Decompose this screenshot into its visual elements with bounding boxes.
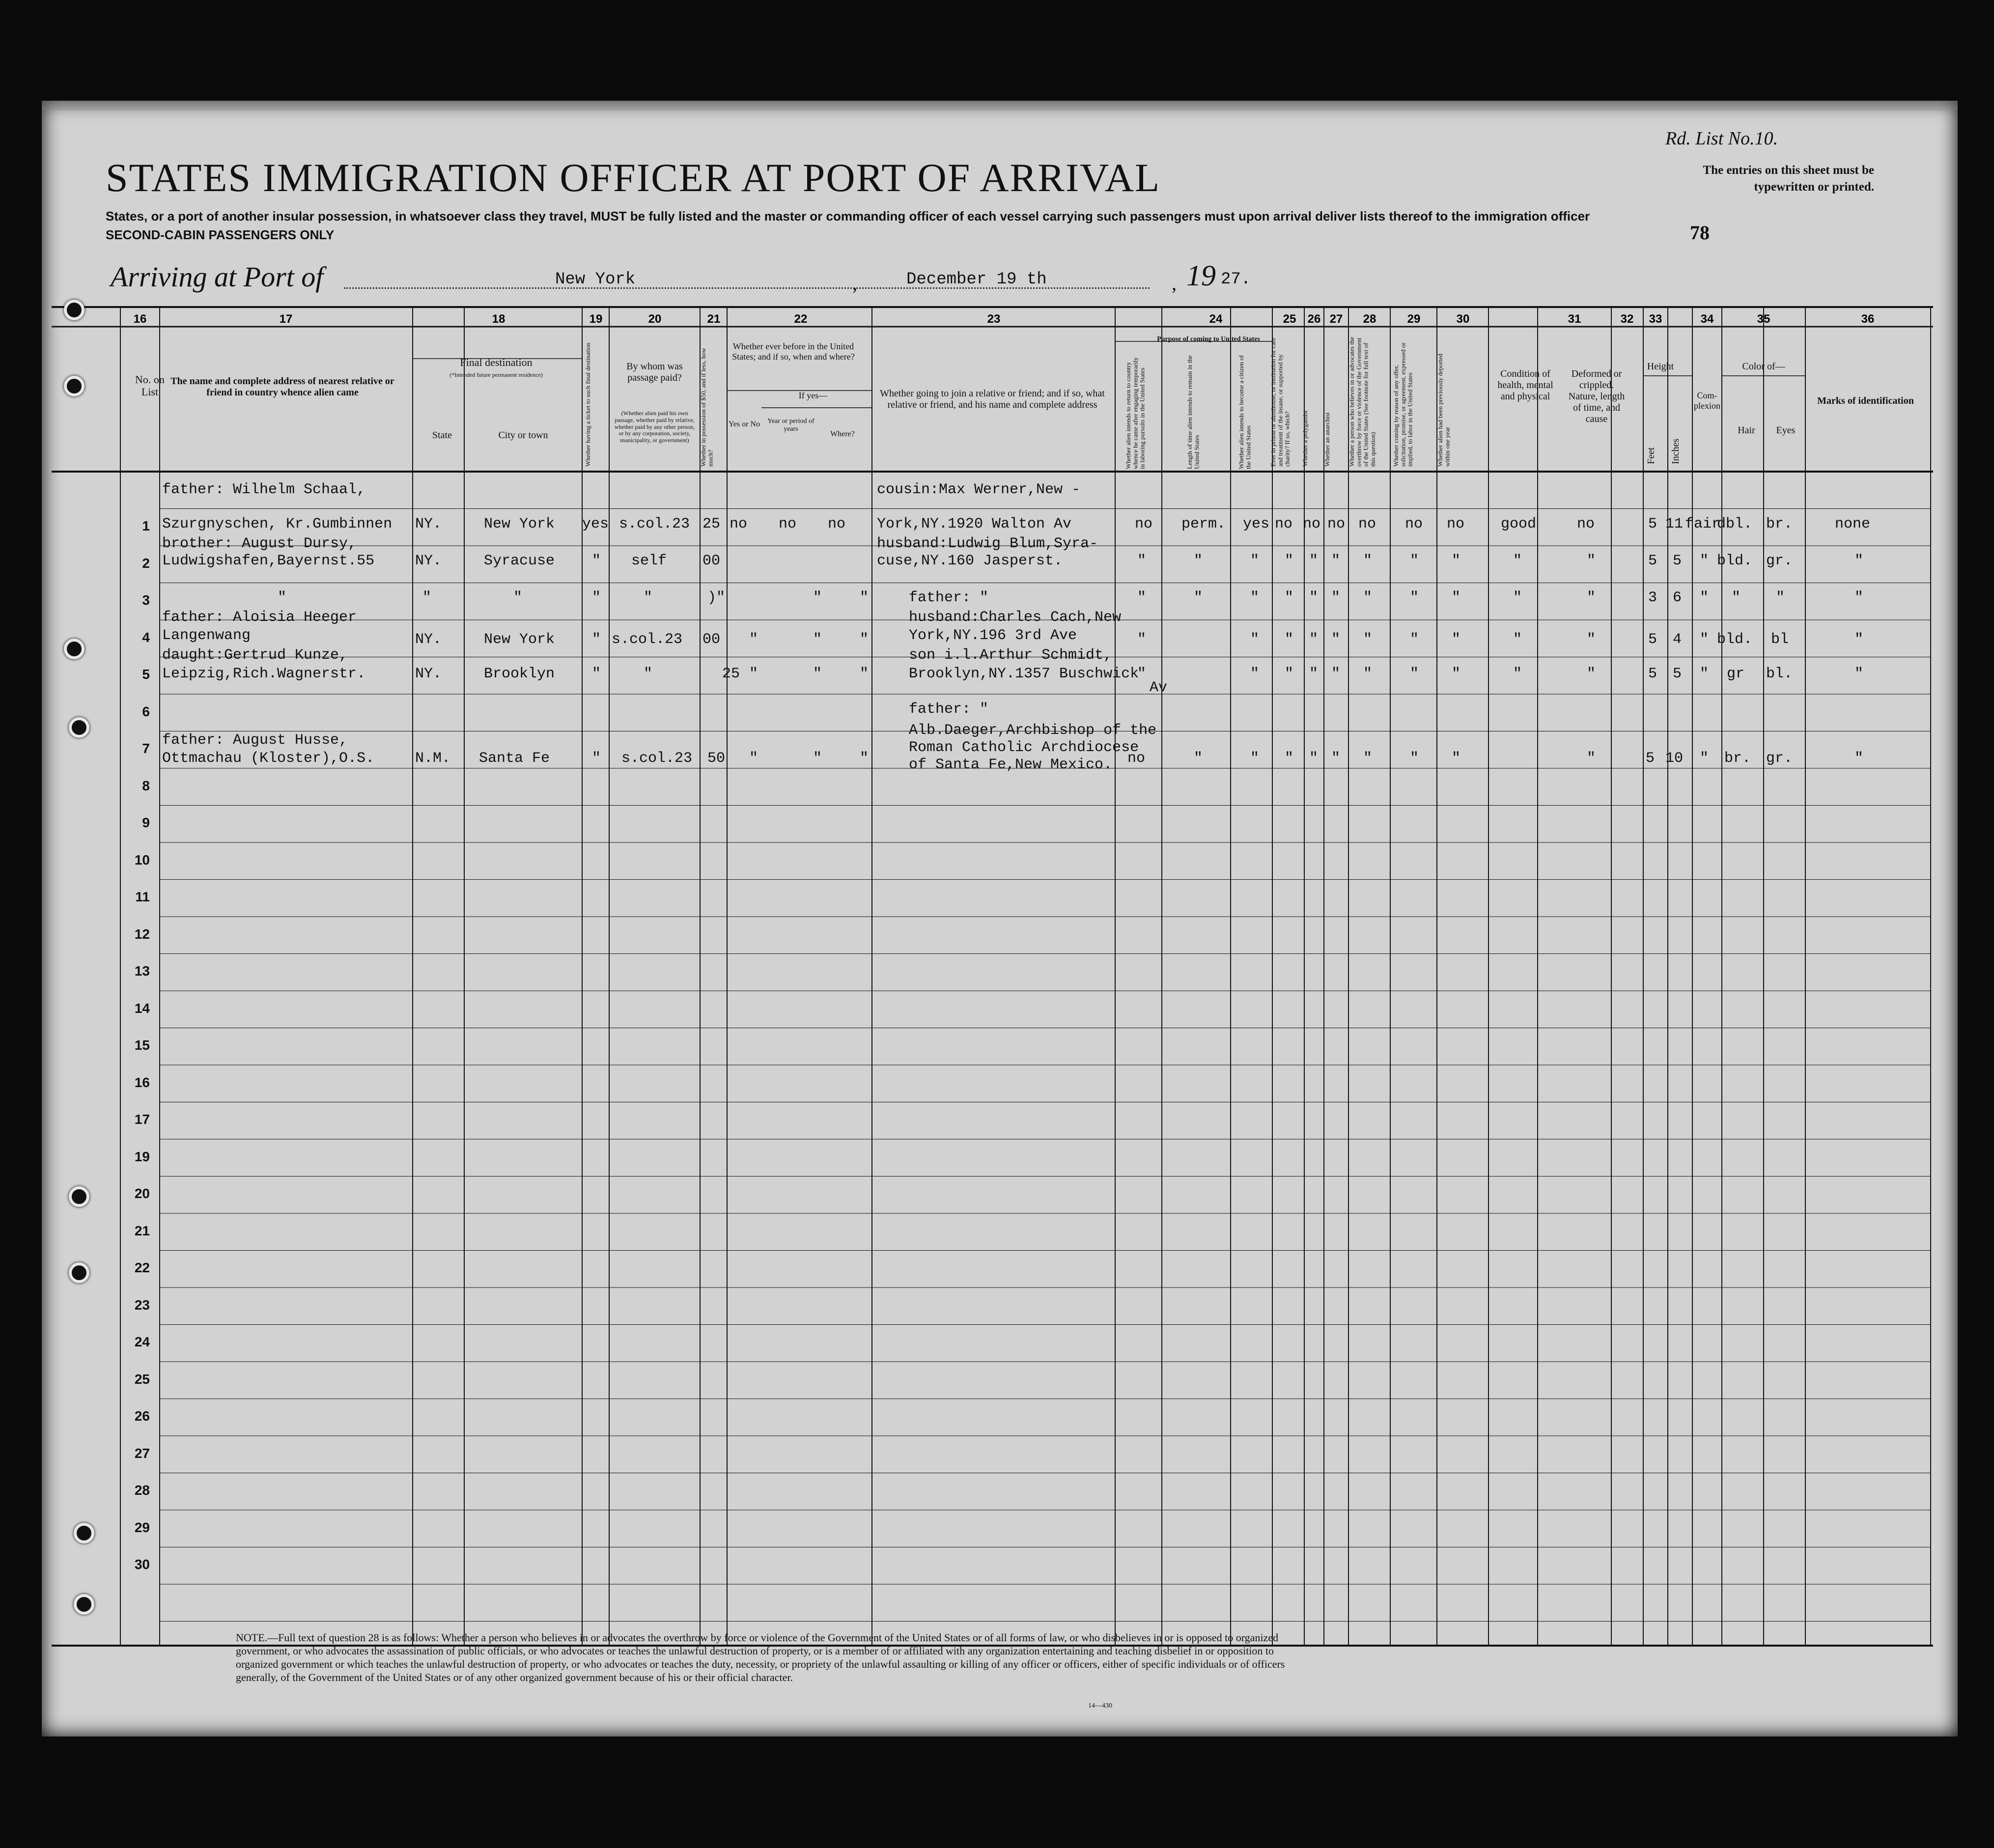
column-number: 27 bbox=[1329, 312, 1343, 326]
entry-relative: Szurgnyschen, Kr.Gumbinnen bbox=[162, 516, 393, 532]
header-color-of: Color of— bbox=[1742, 361, 1785, 372]
entry-ditto: " bbox=[1452, 631, 1461, 648]
header-health: Condition of health, mental and physical bbox=[1497, 368, 1553, 402]
column-number: 31 bbox=[1568, 312, 1581, 326]
entry-state: NY. bbox=[415, 631, 442, 648]
entry-return: no bbox=[1135, 516, 1153, 532]
entry-ditto: " bbox=[1587, 589, 1596, 606]
entry-paid: " bbox=[644, 666, 653, 682]
entry-city: Brooklyn bbox=[484, 666, 555, 682]
row-number: 15 bbox=[134, 1037, 150, 1053]
column-number: 26 bbox=[1307, 312, 1321, 326]
entry-ditto: " bbox=[1309, 666, 1319, 682]
column-number: 22 bbox=[794, 312, 808, 326]
manifest-sheet bbox=[42, 101, 1958, 1736]
entry-complexion: " bbox=[1700, 750, 1709, 767]
entry-state: NY. bbox=[415, 516, 442, 532]
entry-complexion: " bbox=[1700, 631, 1709, 648]
entry-ditto: " bbox=[860, 750, 869, 767]
entry-before: no bbox=[730, 516, 748, 532]
row-number: 6 bbox=[142, 703, 150, 719]
entry-joining: cuse,NY.160 Jasperst. bbox=[877, 553, 1063, 569]
table-grid bbox=[42, 101, 1958, 1736]
column-number: 29 bbox=[1407, 312, 1421, 326]
entry-ditto: " bbox=[1587, 666, 1596, 682]
header-before-us: Whether ever before in the United States; and if so, when and where? bbox=[732, 341, 855, 362]
entry-relative: father: August Husse, bbox=[162, 732, 348, 749]
row-number: 8 bbox=[142, 778, 150, 793]
entry-state: NY. bbox=[415, 666, 442, 682]
entry-ditto: " bbox=[1309, 589, 1319, 606]
entry-relative: Ludwigshafen,Bayernst.55 bbox=[162, 553, 375, 569]
entry-feet: 3 bbox=[1648, 589, 1657, 606]
entry-hair: bld. bbox=[1717, 553, 1753, 569]
entry-q29: no bbox=[1405, 516, 1423, 532]
header-final-destination: Final destination bbox=[460, 356, 533, 368]
entry-ditto: " bbox=[1331, 553, 1341, 569]
column-number: 36 bbox=[1861, 312, 1875, 326]
entry-eyes: gr. bbox=[1766, 553, 1793, 569]
entry-ditto: " bbox=[1250, 589, 1260, 606]
column-number: 35 bbox=[1757, 312, 1770, 326]
entry-joining: father: " bbox=[909, 589, 989, 606]
header-yes-no: Yes or No bbox=[728, 420, 760, 428]
entry-ditto: " bbox=[1194, 589, 1203, 606]
entry-feet: 5 bbox=[1648, 553, 1657, 569]
entry-ditto: " bbox=[1410, 589, 1419, 606]
entry-ditto: " bbox=[1250, 553, 1260, 569]
column-number: 28 bbox=[1363, 312, 1376, 326]
entry-ditto: " bbox=[1587, 750, 1596, 767]
header-if-yes: If yes— bbox=[798, 391, 828, 400]
entry-ditto: " bbox=[1363, 553, 1373, 569]
entry-ditto: " bbox=[1410, 553, 1419, 569]
column-number: 33 bbox=[1649, 312, 1662, 326]
header-prison: Ever in prison or almshouse, or institution for care and treatment of the insane, or supported by charity? If so, which? bbox=[1269, 337, 1291, 467]
entry-prison: no bbox=[1275, 516, 1293, 532]
header-q30: Whether alien had been previously deported within one year bbox=[1436, 354, 1451, 467]
binder-hole bbox=[74, 1594, 94, 1615]
entry-joining-extra: Av bbox=[1150, 679, 1168, 696]
entry-ditto: " bbox=[749, 666, 758, 682]
entry-paid: s.col.23 bbox=[621, 750, 693, 767]
entry-joining: Roman Catholic Archdiocese bbox=[909, 739, 1139, 756]
entry-ditto: " bbox=[1285, 553, 1294, 569]
column-number: 30 bbox=[1456, 312, 1470, 326]
row-number: 9 bbox=[142, 815, 150, 830]
entry-money: )" bbox=[707, 589, 726, 606]
entry-ditto: " bbox=[749, 750, 758, 767]
entry-feet: 5 bbox=[1646, 750, 1655, 767]
header-state: State bbox=[432, 430, 452, 441]
entry-return: no bbox=[1127, 750, 1146, 767]
entry-ticket: yes bbox=[582, 516, 609, 532]
entry-city: New York bbox=[484, 516, 555, 532]
row-number: 28 bbox=[134, 1483, 150, 1498]
entry-joining: York,NY.1920 Walton Av bbox=[877, 516, 1072, 532]
entry-health: good bbox=[1501, 516, 1537, 532]
header-final-destination-note: (*Intended future permanent residence) bbox=[449, 371, 543, 378]
column-number: 34 bbox=[1700, 312, 1714, 326]
header-inches: Inches bbox=[1670, 438, 1681, 464]
entry-money: 50 bbox=[707, 750, 726, 767]
entry-state: NY. bbox=[415, 553, 442, 569]
header-anarchist: Whether an anarchist bbox=[1323, 412, 1331, 467]
list-number: Rd. List No.10. bbox=[1665, 128, 1778, 149]
entry-ditto: " bbox=[1854, 750, 1864, 767]
entry-city: " bbox=[513, 589, 523, 606]
entry-ticket: " bbox=[592, 553, 601, 569]
entry-relative: brother: August Dursy, bbox=[162, 535, 357, 552]
row-number: 25 bbox=[134, 1371, 150, 1387]
header-passage-note: (Whether alien paid his own passage, whether paid by relative, whether paid by any other person, or by any corporation, society, municipality, or government) bbox=[614, 410, 695, 444]
header-feet: Feet bbox=[1646, 447, 1657, 464]
entry-joining: husband:Ludwig Blum,Syra- bbox=[877, 535, 1098, 552]
entry-ditto: " bbox=[1331, 589, 1341, 606]
row-number: 10 bbox=[134, 852, 150, 868]
column-number: 21 bbox=[707, 312, 721, 326]
entry-money: 25 bbox=[702, 516, 721, 532]
row-number: 22 bbox=[134, 1260, 150, 1275]
entry-paid: s.col.23 bbox=[612, 631, 683, 648]
entry-citizen: yes bbox=[1243, 516, 1270, 532]
header-relative-address: The name and complete address of nearest relative or friend in country whence alien came bbox=[170, 376, 394, 398]
column-number: 24 bbox=[1209, 312, 1223, 326]
entry-joining: York,NY.196 3rd Ave bbox=[909, 627, 1077, 644]
entry-ditto: " bbox=[1331, 750, 1341, 767]
entry-ticket: " bbox=[592, 750, 601, 767]
entry-ditto: " bbox=[1410, 750, 1419, 767]
entry-inches: 4 bbox=[1673, 631, 1682, 648]
entry-ditto: " bbox=[1854, 631, 1864, 648]
header-year-period: Year or period of years bbox=[767, 418, 814, 433]
row-number: 14 bbox=[134, 1000, 150, 1016]
entry-complexion: " bbox=[1700, 666, 1709, 682]
column-number: 23 bbox=[987, 312, 1001, 326]
entry-ditto: " bbox=[1513, 589, 1522, 606]
entry-ditto: " bbox=[1285, 750, 1294, 767]
entry-ditto: " bbox=[1137, 631, 1147, 648]
entry-ditto: " bbox=[1137, 666, 1147, 682]
header-deformed: Deformed or crippled. Nature, length of time, and cause bbox=[1568, 368, 1625, 424]
binder-hole bbox=[69, 1186, 89, 1207]
entry-ditto: " bbox=[1452, 750, 1461, 767]
entry-period: no bbox=[779, 516, 797, 532]
entry-ditto: " bbox=[1331, 631, 1341, 648]
entry-ditto: " bbox=[1309, 631, 1319, 648]
entry-ditto: " bbox=[1854, 553, 1864, 569]
header-eyes: Eyes bbox=[1776, 425, 1796, 436]
row-number: 27 bbox=[134, 1445, 150, 1461]
entry-hair: " bbox=[1732, 589, 1741, 606]
entry-feet: 5 bbox=[1648, 516, 1657, 532]
column-number: 20 bbox=[648, 312, 662, 326]
entry-joining: of Santa Fe,New Mexico. bbox=[909, 756, 1113, 773]
entry-complexion: fair bbox=[1685, 516, 1721, 532]
entry-ditto: " bbox=[1285, 631, 1294, 648]
entry-ditto: " bbox=[813, 631, 822, 648]
entry-ditto: " bbox=[1452, 666, 1461, 682]
header-instructions: States, or a port of another insular possession, in whatsoever class they travel, MUST be fully listed and the master or commanding officer of each vessel carrying such passengers must upon arrival deliver lists thereof to the immigration officer bbox=[106, 209, 1590, 224]
entry-ditto: " bbox=[1452, 553, 1461, 569]
entry-inches: 10 bbox=[1665, 750, 1684, 767]
entry-joining: son i.l.Arthur Schmidt, bbox=[909, 647, 1113, 664]
entry-hair: br. bbox=[1724, 750, 1751, 767]
header-ticket: Whether having a ticket to such final destination bbox=[584, 342, 591, 467]
header-hair: Hair bbox=[1738, 425, 1755, 436]
entry-city: Santa Fe bbox=[479, 750, 550, 767]
entry-complexion: " bbox=[1700, 553, 1709, 569]
entry-hair: dbl. bbox=[1717, 516, 1753, 532]
comma: , bbox=[1172, 272, 1177, 294]
entry-ditto: " bbox=[1363, 750, 1373, 767]
column-number: 17 bbox=[279, 312, 293, 326]
entry-ditto: " bbox=[1250, 666, 1260, 682]
entry-ditto: " bbox=[1854, 589, 1864, 606]
entry-marks: none bbox=[1835, 516, 1871, 532]
row-number: 21 bbox=[134, 1223, 150, 1238]
binder-hole bbox=[69, 717, 89, 738]
year-prefix: 19 bbox=[1186, 259, 1216, 292]
header-passage-paid: By whom was passage paid? bbox=[626, 361, 683, 383]
port-of-arrival: New York bbox=[555, 270, 636, 289]
entry-ditto: " bbox=[1331, 666, 1341, 682]
header-q28: Whether a person who believes in or advocates the overthrow by force or violence of the Government of the United States (See footnote for full text of this question) bbox=[1348, 336, 1376, 467]
row-number: 5 bbox=[142, 667, 150, 682]
header-money: Whether in possession of $50, and if less, how much? bbox=[700, 348, 714, 467]
entry-where: no bbox=[828, 516, 846, 532]
entry-ticket: " bbox=[592, 631, 601, 648]
binder-hole bbox=[64, 300, 84, 320]
entry-q30: no bbox=[1447, 516, 1465, 532]
row-number: 29 bbox=[134, 1519, 150, 1535]
header-purpose-citizen: Whether alien intends to become a citizen of the United States bbox=[1237, 355, 1252, 469]
column-number: 32 bbox=[1620, 312, 1634, 326]
entry-ditto: " bbox=[1363, 631, 1373, 648]
entry-polygamist: no bbox=[1303, 516, 1321, 532]
comma: , bbox=[852, 272, 857, 294]
footnote-label: NOTE. bbox=[236, 1631, 268, 1644]
header-complexion: Com- plexion bbox=[1694, 391, 1720, 411]
entry-relative: Langenwang bbox=[162, 627, 251, 644]
row-number: 2 bbox=[142, 555, 150, 571]
entry-ditto: " bbox=[1410, 666, 1419, 682]
arrival-date: December 19 th bbox=[906, 270, 1047, 289]
row-number: 11 bbox=[135, 889, 150, 904]
entry-ditto: " bbox=[1410, 631, 1419, 648]
entry-ditto: " bbox=[1309, 553, 1319, 569]
entry-ditto: " bbox=[1285, 666, 1294, 682]
row-number: 4 bbox=[142, 629, 150, 645]
row-number: 1 bbox=[142, 518, 150, 533]
entry-joining: Brooklyn,NY.1357 Buschwick bbox=[909, 666, 1139, 682]
entry-ditto: " bbox=[1285, 589, 1294, 606]
entry-length: perm. bbox=[1181, 516, 1226, 532]
entry-deformed: no bbox=[1577, 516, 1595, 532]
binder-hole bbox=[64, 376, 84, 396]
header-height: Height bbox=[1647, 361, 1674, 372]
binder-hole bbox=[69, 1262, 89, 1283]
entry-state: N.M. bbox=[415, 750, 451, 767]
entry-city: Syracuse bbox=[484, 553, 555, 569]
entry-ditto: " bbox=[1513, 553, 1522, 569]
entry-ditto: " bbox=[1137, 553, 1147, 569]
entry-relative: " bbox=[278, 589, 287, 606]
entry-state: " bbox=[422, 589, 432, 606]
header-purpose: Purpose of coming to United States bbox=[1157, 336, 1260, 343]
footnote bbox=[236, 1631, 1317, 1684]
entry-ditto: " bbox=[1854, 666, 1864, 682]
header-q29: Whether coming by reason of any offer, solicitation, promise, or agreement, expressed or implied, to labor in the United States bbox=[1392, 342, 1414, 467]
entry-ditto: " bbox=[1250, 631, 1260, 648]
entry-ditto: " bbox=[813, 750, 822, 767]
entry-ditto: " bbox=[860, 589, 869, 606]
entry-ditto: " bbox=[1194, 553, 1203, 569]
header-purpose-return: Whether alien intends to return to country whence he came after engaging temporarily in laboring pursuits in the United States bbox=[1124, 357, 1146, 469]
entry-r1-pre-joining: cousin:Max Werner,New - bbox=[877, 481, 1081, 498]
header-marks: Marks of identification bbox=[1817, 395, 1914, 406]
entry-joining: Alb.Daeger,Archbishop of the bbox=[909, 722, 1157, 739]
footnote-text: —Full text of question 28 is as follows: Whether a person who believes in or advocates the overthrow by force or violence of the Government of the United States or of all forms of law, or who disbelieves in or is opposed to organized government, or who advocates the assassination of public officials, or who advocates or teaches the unlawful destruction of property, or is a member of or affiliated with any organization entertaining and teaching disbelief in or opposition to organized government or which teaches the unlawful destruction of property, or who advocates or teaches the duty, necessity, or propriety of the unlawful assaulting or killing of any officer or officers, either of specific individuals or of officers generally, of the Government of the United States or of any other organized government because of his or their official character. bbox=[236, 1631, 1285, 1683]
entry-money: 00 bbox=[702, 553, 721, 569]
binder-hole bbox=[74, 1523, 94, 1543]
header-purpose-length: Length of time alien intends to remain in the United States bbox=[1186, 355, 1201, 469]
entry-inches: 5 bbox=[1673, 553, 1682, 569]
row-number: 19 bbox=[134, 1148, 150, 1164]
entry-ditto: " bbox=[1250, 750, 1260, 767]
row-number: 20 bbox=[134, 1186, 150, 1201]
entry-eyes: gr. bbox=[1766, 750, 1793, 767]
header-joining: Whether going to join a relative or friend; and if so, what relative or friend, and his name and complete address bbox=[880, 388, 1105, 410]
entry-ditto: " bbox=[813, 589, 822, 606]
row-number: 12 bbox=[134, 926, 150, 942]
entry-anarchist: no bbox=[1327, 516, 1346, 532]
entry-joining: father: " bbox=[909, 701, 989, 718]
entry-inches: 11 bbox=[1665, 516, 1684, 532]
row-number: 23 bbox=[134, 1297, 150, 1313]
header-city: City or town bbox=[498, 430, 548, 441]
row-number: 24 bbox=[134, 1334, 150, 1349]
column-number: 19 bbox=[589, 312, 603, 326]
row-number: 17 bbox=[134, 1112, 150, 1127]
entry-ditto: " bbox=[749, 631, 758, 648]
entry-ditto: " bbox=[1309, 750, 1319, 767]
entry-inches: 5 bbox=[1673, 666, 1682, 682]
entry-ditto: " bbox=[1513, 631, 1522, 648]
page-number: 78 bbox=[1690, 222, 1710, 244]
row-number: 26 bbox=[134, 1408, 150, 1424]
binder-hole bbox=[64, 639, 84, 659]
year-suffix: 27. bbox=[1221, 270, 1251, 289]
passenger-class: SECOND-CABIN PASSENGERS ONLY bbox=[106, 227, 335, 242]
entry-ticket: " bbox=[592, 589, 601, 606]
entry-ditto: " bbox=[1452, 589, 1461, 606]
entry-relative: father: Aloisia Heeger bbox=[162, 609, 357, 626]
entry-eyes: " bbox=[1776, 589, 1785, 606]
header-polygamist: Whether a polygamist bbox=[1301, 410, 1309, 467]
row-number: 16 bbox=[134, 1074, 150, 1090]
header-where: Where? bbox=[830, 430, 855, 438]
entry-ditto: " bbox=[1363, 666, 1373, 682]
entry-relative: Ottmachau (Kloster),O.S. bbox=[162, 750, 375, 767]
entry-hair: bld. bbox=[1717, 631, 1753, 648]
column-number: 25 bbox=[1283, 312, 1296, 326]
entry-eyes: bl. bbox=[1766, 666, 1793, 682]
entry-city: New York bbox=[484, 631, 555, 648]
entry-q28: no bbox=[1358, 516, 1376, 532]
entry-ditto: " bbox=[1194, 750, 1203, 767]
row-number: 30 bbox=[134, 1557, 150, 1572]
entry-feet: 5 bbox=[1648, 666, 1657, 682]
entry-ticket: " bbox=[592, 666, 601, 682]
entry-ditto: " bbox=[860, 666, 869, 682]
entry-ditto: " bbox=[1137, 589, 1147, 606]
entry-paid: " bbox=[644, 589, 653, 606]
form-number: 14—430 bbox=[1088, 1702, 1112, 1709]
entry-ditto: " bbox=[860, 631, 869, 648]
entry-hair: gr bbox=[1727, 666, 1745, 682]
column-number: 16 bbox=[133, 312, 147, 326]
header-no-on-list: No. on List bbox=[135, 373, 165, 398]
entry-ditto: " bbox=[1363, 589, 1373, 606]
entry-money: 00 bbox=[702, 631, 721, 648]
entry-paid: s.col.23 bbox=[619, 516, 690, 532]
entry-paid: self bbox=[631, 553, 667, 569]
entry-r1-pre-relative: father: Wilhelm Schaal, bbox=[162, 481, 366, 498]
column-number: 18 bbox=[492, 312, 506, 326]
entry-joining: husband:Charles Cach,New bbox=[909, 609, 1122, 626]
entry-inches: 6 bbox=[1673, 589, 1682, 606]
entry-eyes: bl bbox=[1771, 631, 1789, 648]
row-number: 13 bbox=[134, 963, 150, 979]
entry-eyes: br. bbox=[1766, 516, 1793, 532]
row-number: 3 bbox=[142, 592, 150, 608]
row-number: 7 bbox=[142, 741, 150, 756]
entry-relative: Leipzig,Rich.Wagnerstr. bbox=[162, 666, 366, 682]
entry-ditto: " bbox=[1587, 553, 1596, 569]
entry-complexion: " bbox=[1700, 589, 1709, 606]
entry-ditto: " bbox=[813, 666, 822, 682]
arriving-label: Arriving at Port of bbox=[111, 261, 324, 293]
entry-relative: daught:Gertrud Kunze, bbox=[162, 647, 348, 664]
page-title: STATES IMMIGRATION OFFICER AT PORT OF ARRIVAL bbox=[106, 155, 1161, 200]
entry-feet: 5 bbox=[1648, 631, 1657, 648]
entry-money: 25 bbox=[722, 666, 740, 682]
entry-ditto: " bbox=[1513, 666, 1522, 682]
entries-note: The entries on this sheet must be typewritten or printed. bbox=[1703, 164, 1874, 194]
entry-ditto: " bbox=[1587, 631, 1596, 648]
